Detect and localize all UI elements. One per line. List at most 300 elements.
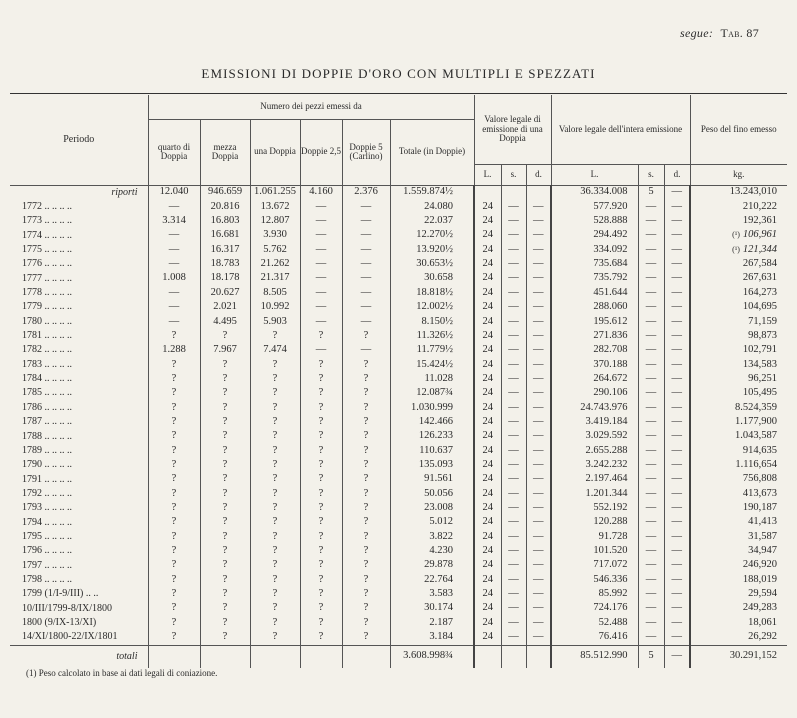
row-valore-lire: 24 bbox=[474, 573, 501, 587]
riporti-quarto: 12.040 bbox=[148, 185, 200, 200]
row-period: 1779 .. .. .. .. bbox=[22, 301, 72, 313]
row-doppie25: ? bbox=[300, 601, 342, 615]
row-period: 1773 .. .. .. .. bbox=[22, 215, 72, 227]
row-valore-lire: 24 bbox=[474, 401, 501, 415]
row-doppie25: ? bbox=[300, 358, 342, 372]
row-una: ? bbox=[250, 415, 300, 429]
row-mezza: 18.178 bbox=[200, 272, 250, 286]
row-intera-soldi: — bbox=[638, 272, 664, 286]
row-period: 1782 .. .. .. .. bbox=[22, 344, 72, 356]
header-unit-denari: d. bbox=[526, 164, 551, 185]
row-doppie25: ? bbox=[300, 386, 342, 400]
row-period: 10/III/1799-8/IX/1800 bbox=[22, 602, 112, 614]
row-period: 1772 .. .. .. .. bbox=[22, 201, 72, 213]
row-valore-lire: 24 bbox=[474, 315, 501, 329]
row-una: 12.807 bbox=[250, 214, 300, 228]
row-mezza: ? bbox=[200, 329, 250, 343]
row-intera-lire: 294.492 bbox=[551, 229, 638, 243]
table-row bbox=[10, 257, 787, 271]
row-totale: 126.233 bbox=[390, 429, 474, 443]
row-intera-lire: 24.743.976 bbox=[551, 401, 638, 415]
row-period: 1797 .. .. .. .. bbox=[22, 559, 72, 571]
row-totale: 8.150½ bbox=[390, 315, 474, 329]
row-peso: 756,808 bbox=[690, 472, 787, 486]
riporti-vd bbox=[526, 185, 551, 200]
row-intera-soldi: — bbox=[638, 257, 664, 271]
row-valore-lire: 24 bbox=[474, 444, 501, 458]
row-intera-soldi: — bbox=[638, 458, 664, 472]
row-valore-soldi: — bbox=[501, 200, 526, 214]
row-valore-lire: 24 bbox=[474, 386, 501, 400]
row-intera-denari: — bbox=[664, 415, 690, 429]
row-intera-denari: — bbox=[664, 515, 690, 529]
row-mezza: 20.816 bbox=[200, 200, 250, 214]
row-intera-soldi: — bbox=[638, 372, 664, 386]
row-intera-denari: — bbox=[664, 229, 690, 243]
row-una: 3.930 bbox=[250, 229, 300, 243]
row-intera-denari: — bbox=[664, 601, 690, 615]
row-valore-lire: 24 bbox=[474, 630, 501, 645]
header-period: Periodo bbox=[10, 95, 148, 185]
row-intera-denari: — bbox=[664, 444, 690, 458]
row-valore-lire: 24 bbox=[474, 343, 501, 357]
riporti-una: 1.061.255 bbox=[250, 185, 300, 200]
riporti-id: — bbox=[664, 185, 690, 200]
row-peso: 249,283 bbox=[690, 601, 787, 615]
row-period: 1777 .. .. .. .. bbox=[22, 272, 72, 284]
table-row bbox=[10, 272, 787, 286]
row-intera-lire: 91.728 bbox=[551, 530, 638, 544]
row-intera-denari: — bbox=[664, 472, 690, 486]
footnote-marker: (¹) bbox=[732, 230, 740, 240]
row-mezza: 2.021 bbox=[200, 300, 250, 314]
header-totale: Totale (in Doppie) bbox=[390, 119, 474, 185]
row-valore-lire: 24 bbox=[474, 530, 501, 544]
row-quarto: ? bbox=[148, 372, 200, 386]
row-una: ? bbox=[250, 558, 300, 572]
table-row bbox=[10, 472, 787, 486]
row-peso-value: 121,344 bbox=[742, 243, 778, 255]
row-period: 1784 .. .. .. .. bbox=[22, 373, 72, 385]
table-row bbox=[10, 315, 787, 329]
row-totale: 4.230 bbox=[390, 544, 474, 558]
row-valore-lire: 24 bbox=[474, 243, 501, 257]
row-valore-denari: — bbox=[526, 444, 551, 458]
row-intera-denari: — bbox=[664, 257, 690, 271]
row-intera-soldi: — bbox=[638, 573, 664, 587]
row-quarto: — bbox=[148, 286, 200, 300]
row-mezza: 16.803 bbox=[200, 214, 250, 228]
row-intera-soldi: — bbox=[638, 429, 664, 443]
row-intera-soldi: — bbox=[638, 472, 664, 486]
row-valore-denari: — bbox=[526, 329, 551, 343]
row-intera-lire: 735.792 bbox=[551, 272, 638, 286]
row-doppie5: ? bbox=[342, 558, 390, 572]
row-intera-denari: — bbox=[664, 315, 690, 329]
table-row bbox=[10, 515, 787, 529]
row-valore-soldi: — bbox=[501, 616, 526, 630]
riporti-mezza: 946.659 bbox=[200, 185, 250, 200]
row-intera-lire: 717.072 bbox=[551, 558, 638, 572]
row-period: 1799 (1/I-9/III) .. .. bbox=[22, 588, 99, 600]
row-quarto: — bbox=[148, 257, 200, 271]
row-peso: 29,594 bbox=[690, 587, 787, 601]
row-peso: 98,873 bbox=[690, 329, 787, 343]
row-intera-denari: — bbox=[664, 501, 690, 515]
row-doppie25: — bbox=[300, 243, 342, 257]
row-mezza: ? bbox=[200, 515, 250, 529]
row-valore-denari: — bbox=[526, 300, 551, 314]
row-doppie25: — bbox=[300, 286, 342, 300]
row-period: 1800 (9/IX-13/XI) bbox=[22, 616, 97, 628]
row-mezza: ? bbox=[200, 401, 250, 415]
row-intera-soldi: — bbox=[638, 544, 664, 558]
row-valore-soldi: — bbox=[501, 214, 526, 228]
row-doppie5: — bbox=[342, 243, 390, 257]
row-valore-soldi: — bbox=[501, 630, 526, 645]
row-peso: 41,413 bbox=[690, 515, 787, 529]
table-row bbox=[10, 444, 787, 458]
row-doppie5: ? bbox=[342, 530, 390, 544]
header-valore-intera: Valore legale dell'intera emissione bbox=[551, 95, 690, 164]
row-valore-lire: 24 bbox=[474, 472, 501, 486]
row-quarto: ? bbox=[148, 329, 200, 343]
row-una: ? bbox=[250, 573, 300, 587]
row-totale: 22.764 bbox=[390, 573, 474, 587]
row-valore-soldi: — bbox=[501, 415, 526, 429]
row-mezza: 18.783 bbox=[200, 257, 250, 271]
row-mezza: ? bbox=[200, 530, 250, 544]
row-valore-denari: — bbox=[526, 358, 551, 372]
riporti-doppie5: 2.376 bbox=[342, 185, 390, 200]
row-doppie25: ? bbox=[300, 501, 342, 515]
table-row bbox=[10, 573, 787, 587]
row-valore-lire: 24 bbox=[474, 286, 501, 300]
totali-id: — bbox=[664, 645, 690, 668]
row-valore-denari: — bbox=[526, 616, 551, 630]
row-totale: 12.087¾ bbox=[390, 386, 474, 400]
row-valore-lire: 24 bbox=[474, 200, 501, 214]
row-valore-denari: — bbox=[526, 243, 551, 257]
row-quarto: ? bbox=[148, 401, 200, 415]
row-intera-soldi: — bbox=[638, 415, 664, 429]
row-valore-soldi: — bbox=[501, 272, 526, 286]
header-unit-soldi-intera: s. bbox=[638, 164, 664, 185]
row-peso: 1.116,654 bbox=[690, 458, 787, 472]
row-intera-lire: 735.684 bbox=[551, 257, 638, 271]
row-intera-lire: 1.201.344 bbox=[551, 487, 638, 501]
row-valore-soldi: — bbox=[501, 257, 526, 271]
row-doppie25: — bbox=[300, 257, 342, 271]
table-row bbox=[10, 401, 787, 415]
row-totale: 3.583 bbox=[390, 587, 474, 601]
row-doppie5: ? bbox=[342, 616, 390, 630]
row-period: 1788 .. .. .. .. bbox=[22, 430, 72, 442]
row-valore-soldi: — bbox=[501, 515, 526, 529]
row-mezza: ? bbox=[200, 616, 250, 630]
table-body bbox=[10, 185, 787, 645]
row-mezza: ? bbox=[200, 573, 250, 587]
row-una: ? bbox=[250, 358, 300, 372]
row-mezza: ? bbox=[200, 544, 250, 558]
row-quarto: ? bbox=[148, 601, 200, 615]
row-intera-denari: — bbox=[664, 329, 690, 343]
row-doppie5: — bbox=[342, 200, 390, 214]
row-peso: 267,631 bbox=[690, 272, 787, 286]
row-valore-denari: — bbox=[526, 257, 551, 271]
table-row bbox=[10, 386, 787, 400]
table-row bbox=[10, 358, 787, 372]
header-unit-lire-intera: L. bbox=[551, 164, 638, 185]
row-doppie5: ? bbox=[342, 573, 390, 587]
row-mezza: ? bbox=[200, 558, 250, 572]
row-valore-soldi: — bbox=[501, 530, 526, 544]
row-peso: 26,292 bbox=[690, 630, 787, 645]
row-doppie25: — bbox=[300, 200, 342, 214]
table-row bbox=[10, 530, 787, 544]
row-valore-lire: 24 bbox=[474, 558, 501, 572]
row-doppie25: ? bbox=[300, 630, 342, 645]
row-valore-denari: — bbox=[526, 558, 551, 572]
row-doppie25: ? bbox=[300, 401, 342, 415]
header-peso: Peso del fino emesso bbox=[690, 95, 787, 164]
table-row bbox=[10, 415, 787, 429]
row-valore-soldi: — bbox=[501, 472, 526, 486]
row-valore-soldi: — bbox=[501, 429, 526, 443]
row-mezza: ? bbox=[200, 415, 250, 429]
row-intera-soldi: — bbox=[638, 315, 664, 329]
header-unit-kg: kg. bbox=[690, 164, 787, 185]
header-quarto: quarto di Doppia bbox=[148, 119, 200, 185]
row-quarto: ? bbox=[148, 630, 200, 645]
row-totale: 91.561 bbox=[390, 472, 474, 486]
row-una: 21.317 bbox=[250, 272, 300, 286]
row-intera-soldi: — bbox=[638, 243, 664, 257]
row-peso bbox=[690, 229, 787, 243]
row-quarto: ? bbox=[148, 444, 200, 458]
row-doppie25: ? bbox=[300, 616, 342, 630]
row-doppie5: — bbox=[342, 300, 390, 314]
row-intera-denari: — bbox=[664, 243, 690, 257]
row-valore-soldi: — bbox=[501, 444, 526, 458]
row-totale: 1.030.999 bbox=[390, 401, 474, 415]
row-valore-denari: — bbox=[526, 315, 551, 329]
running-head bbox=[680, 26, 759, 41]
row-valore-soldi: — bbox=[501, 358, 526, 372]
row-totale: 110.637 bbox=[390, 444, 474, 458]
riporti-vl bbox=[474, 185, 501, 200]
row-intera-lire: 2.197.464 bbox=[551, 472, 638, 486]
row-doppie5: ? bbox=[342, 544, 390, 558]
table-row bbox=[10, 630, 787, 645]
row-valore-denari: — bbox=[526, 214, 551, 228]
row-intera-lire: 370.188 bbox=[551, 358, 638, 372]
row-una: ? bbox=[250, 472, 300, 486]
row-peso: 8.524,359 bbox=[690, 401, 787, 415]
riporti-label: riporti bbox=[111, 186, 138, 198]
row-valore-denari: — bbox=[526, 515, 551, 529]
row-intera-denari: — bbox=[664, 272, 690, 286]
table-row bbox=[10, 300, 787, 314]
row-peso: 164,273 bbox=[690, 286, 787, 300]
row-valore-lire: 24 bbox=[474, 515, 501, 529]
riporti-il: 36.334.008 bbox=[551, 185, 638, 200]
row-peso: 190,187 bbox=[690, 501, 787, 515]
row-intera-soldi: — bbox=[638, 558, 664, 572]
row-mezza: 7.967 bbox=[200, 343, 250, 357]
riporti-doppie25: 4.160 bbox=[300, 185, 342, 200]
row-peso: 192,361 bbox=[690, 214, 787, 228]
table-row bbox=[10, 616, 787, 630]
row-intera-denari: — bbox=[664, 458, 690, 472]
row-intera-lire: 3.242.232 bbox=[551, 458, 638, 472]
row-intera-lire: 3.029.592 bbox=[551, 429, 638, 443]
row-peso: 188,019 bbox=[690, 573, 787, 587]
row-doppie5: ? bbox=[342, 630, 390, 645]
row-totale: 23.008 bbox=[390, 501, 474, 515]
row-quarto: — bbox=[148, 243, 200, 257]
row-doppie25: ? bbox=[300, 444, 342, 458]
row-peso: 413,673 bbox=[690, 487, 787, 501]
row-valore-denari: — bbox=[526, 401, 551, 415]
row-doppie5: ? bbox=[342, 501, 390, 515]
row-mezza: ? bbox=[200, 358, 250, 372]
row-valore-soldi: — bbox=[501, 458, 526, 472]
riporti-row bbox=[10, 185, 787, 200]
row-doppie5: ? bbox=[342, 429, 390, 443]
row-quarto: ? bbox=[148, 458, 200, 472]
row-totale: 3.184 bbox=[390, 630, 474, 645]
row-intera-denari: — bbox=[664, 401, 690, 415]
row-peso: 246,920 bbox=[690, 558, 787, 572]
header-group-pezzi: Numero dei pezzi emessi da bbox=[148, 95, 474, 119]
row-intera-lire: 334.092 bbox=[551, 243, 638, 257]
row-period: 1780 .. .. .. .. bbox=[22, 315, 72, 327]
row-mezza: ? bbox=[200, 372, 250, 386]
footnote: (1) Peso calcolato in base ai dati legali di coniazione. bbox=[26, 668, 218, 678]
row-intera-denari: — bbox=[664, 544, 690, 558]
totali-peso: 30.291,152 bbox=[690, 645, 787, 668]
row-valore-lire: 24 bbox=[474, 429, 501, 443]
row-quarto: ? bbox=[148, 587, 200, 601]
row-mezza: 20.627 bbox=[200, 286, 250, 300]
header-unit-soldi: s. bbox=[501, 164, 526, 185]
row-valore-soldi: — bbox=[501, 601, 526, 615]
row-una: 21.262 bbox=[250, 257, 300, 271]
row-totale: 15.424½ bbox=[390, 358, 474, 372]
row-valore-denari: — bbox=[526, 343, 551, 357]
row-intera-denari: — bbox=[664, 372, 690, 386]
row-totale: 30.653½ bbox=[390, 257, 474, 271]
row-period: 1790 .. .. .. .. bbox=[22, 459, 72, 471]
header-mezza: mezza Doppia bbox=[200, 119, 250, 185]
row-valore-denari: — bbox=[526, 501, 551, 515]
table-row bbox=[10, 558, 787, 572]
row-valore-soldi: — bbox=[501, 343, 526, 357]
row-totale: 2.187 bbox=[390, 616, 474, 630]
row-intera-lire: 724.176 bbox=[551, 601, 638, 615]
row-quarto: ? bbox=[148, 530, 200, 544]
row-valore-denari: — bbox=[526, 487, 551, 501]
row-period: 1783 .. .. .. .. bbox=[22, 358, 72, 370]
totali-is: 5 bbox=[638, 645, 664, 668]
row-una: ? bbox=[250, 401, 300, 415]
row-doppie5: — bbox=[342, 343, 390, 357]
row-doppie25: ? bbox=[300, 329, 342, 343]
row-peso: 1.043,587 bbox=[690, 429, 787, 443]
row-peso: 31,587 bbox=[690, 530, 787, 544]
row-period: 1776 .. .. .. .. bbox=[22, 258, 72, 270]
row-intera-denari: — bbox=[664, 300, 690, 314]
row-una: ? bbox=[250, 544, 300, 558]
row-intera-soldi: — bbox=[638, 501, 664, 515]
header-doppie5: Doppie 5 (Carlino) bbox=[342, 119, 390, 185]
row-totale: 11.028 bbox=[390, 372, 474, 386]
row-valore-soldi: — bbox=[501, 401, 526, 415]
row-intera-lire: 577.920 bbox=[551, 200, 638, 214]
header-una: una Doppia bbox=[250, 119, 300, 185]
row-valore-soldi: — bbox=[501, 587, 526, 601]
row-intera-lire: 271.836 bbox=[551, 329, 638, 343]
row-quarto: ? bbox=[148, 487, 200, 501]
riporti-is: 5 bbox=[638, 185, 664, 200]
row-intera-lire: 288.060 bbox=[551, 300, 638, 314]
row-una: ? bbox=[250, 329, 300, 343]
row-doppie25: ? bbox=[300, 487, 342, 501]
row-totale: 142.466 bbox=[390, 415, 474, 429]
row-intera-soldi: — bbox=[638, 530, 664, 544]
table-row bbox=[10, 601, 787, 615]
row-una: 10.992 bbox=[250, 300, 300, 314]
row-quarto: ? bbox=[148, 358, 200, 372]
row-period: 1793 .. .. .. .. bbox=[22, 502, 72, 514]
row-valore-soldi: — bbox=[501, 544, 526, 558]
row-doppie25: ? bbox=[300, 573, 342, 587]
row-una: 5.762 bbox=[250, 243, 300, 257]
row-intera-soldi: — bbox=[638, 515, 664, 529]
running-head-label: segue: bbox=[680, 26, 714, 40]
row-valore-soldi: — bbox=[501, 501, 526, 515]
row-intera-denari: — bbox=[664, 587, 690, 601]
table-row bbox=[10, 229, 787, 243]
table-header bbox=[10, 95, 787, 185]
row-valore-lire: 24 bbox=[474, 616, 501, 630]
header-unit-lire: L. bbox=[474, 164, 501, 185]
row-intera-soldi: — bbox=[638, 214, 664, 228]
row-valore-lire: 24 bbox=[474, 544, 501, 558]
row-valore-lire: 24 bbox=[474, 300, 501, 314]
row-quarto: ? bbox=[148, 429, 200, 443]
row-intera-lire: 101.520 bbox=[551, 544, 638, 558]
row-quarto: 1.008 bbox=[148, 272, 200, 286]
row-intera-soldi: — bbox=[638, 444, 664, 458]
row-mezza: ? bbox=[200, 601, 250, 615]
row-quarto: — bbox=[148, 229, 200, 243]
row-intera-soldi: — bbox=[638, 587, 664, 601]
row-una: 5.903 bbox=[250, 315, 300, 329]
row-intera-lire: 195.612 bbox=[551, 315, 638, 329]
row-period: 1778 .. .. .. .. bbox=[22, 287, 72, 299]
row-intera-lire: 264.672 bbox=[551, 372, 638, 386]
row-doppie5: — bbox=[342, 286, 390, 300]
row-peso: 267,584 bbox=[690, 257, 787, 271]
totali-row bbox=[10, 645, 787, 668]
row-totale: 29.878 bbox=[390, 558, 474, 572]
row-una: ? bbox=[250, 458, 300, 472]
row-intera-lire: 52.488 bbox=[551, 616, 638, 630]
row-valore-soldi: — bbox=[501, 300, 526, 314]
row-valore-denari: — bbox=[526, 458, 551, 472]
